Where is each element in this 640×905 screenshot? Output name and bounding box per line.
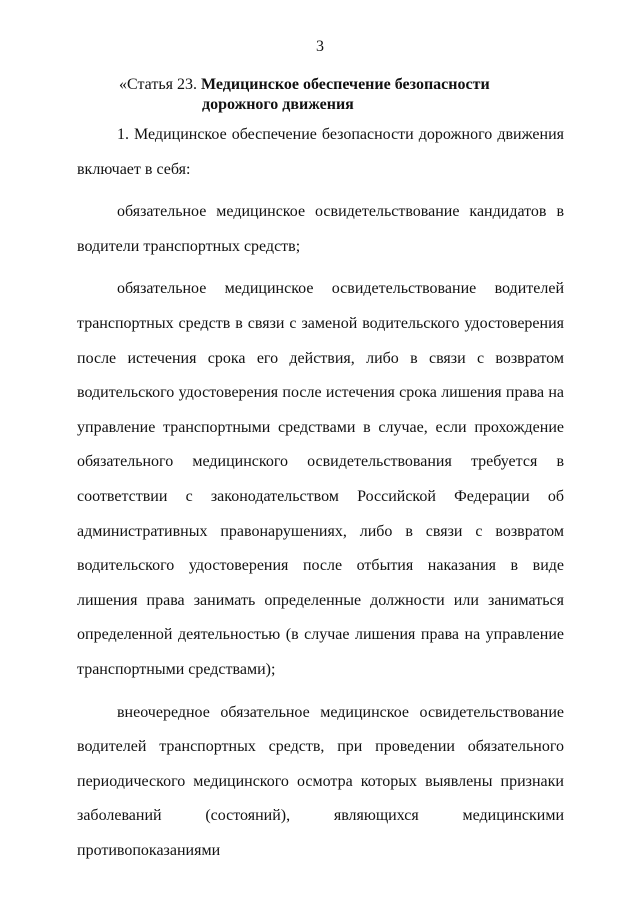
page-number: 3 [316, 38, 324, 55]
paragraph-3: обязательное медицинское освидетельствование водителей транспортных средств в связи с заменой водительского удостоверения после истечения срока его действия, либо в связи с возвратом водительского удостоверения после истечения срока лишения права на управление транспортными средствами в случае, если прохождение обязательного медицинского освидетельствования требуется в соответствии с законодательством Российской Федерации об административных правонарушениях, либо в связи с возвратом водительского удостоверения после отбытия наказания в виде лишения права занимать определенные должности или заниматься определенной деятельностью (в случае лишения права на управление транспортными средствами); [77, 280, 564, 678]
paragraph-4: внеочередное обязательное медицинское освидетельствование водителей транспортных средств, при проведении обязательного периодического медицинского осмотра которых выявлены признаки заболеваний (состояний), являющихся медицинскими противопоказаниями [77, 703, 564, 859]
paragraph-1: 1. Медицинское обеспечение безопасности дорожного движения включает в себя: [77, 126, 564, 178]
article-title-line-1: Медицинское обеспечение безопасности [200, 76, 490, 93]
article-title-line-2: дорожного движения [202, 96, 354, 113]
article-heading [119, 75, 579, 115]
paragraph-2: обязательное медицинское освидетельствование кандидатов в водители транспортных средств; [77, 203, 564, 255]
article-number: «Статья 23. [119, 76, 197, 93]
article-body [77, 118, 564, 868]
